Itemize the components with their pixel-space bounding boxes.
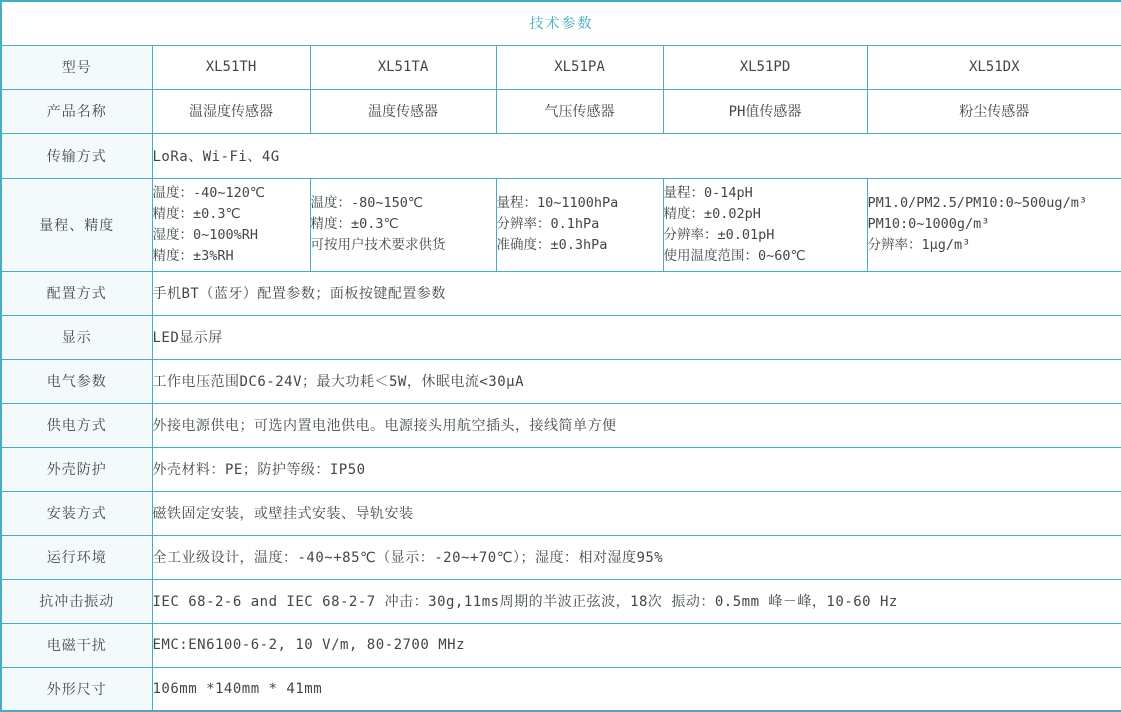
environment-value: 全工业级设计，温度：-40~+85℃（显示：-20~+70℃）；湿度：相对湿度95% — [152, 535, 1121, 579]
electrical-row — [1, 359, 1121, 403]
config-value: 手机BT（蓝牙）配置参数；面板按键配置参数 — [152, 271, 1121, 315]
mounting-row — [1, 491, 1121, 535]
spec-line: 准确度：±0.3hPa — [497, 235, 663, 256]
spec-line: 使用温度范围：0~60℃ — [664, 246, 867, 267]
emc-row — [1, 623, 1121, 667]
product-value: 温度传感器 — [310, 89, 496, 133]
row-label-product: 产品名称 — [1, 89, 152, 133]
spec-line: 精度：±0.3℃ — [311, 214, 496, 235]
transmission-row — [1, 133, 1121, 178]
range-value-xl51ta — [310, 178, 496, 271]
page-title: 技术参数 — [1, 1, 1121, 45]
electrical-value: 工作电压范围DC6-24V；最大功耗＜5W，休眠电流<30μA — [152, 359, 1121, 403]
model-value: XL51TH — [152, 45, 310, 89]
model-value: XL51DX — [867, 45, 1121, 89]
row-label-electrical: 电气参数 — [1, 359, 152, 403]
range-accuracy-row — [1, 178, 1121, 271]
row-label-dimensions: 外形尺寸 — [1, 667, 152, 711]
model-value: XL51PD — [663, 45, 867, 89]
dimensions-value: 106mm *140mm * 41mm — [152, 667, 1121, 711]
range-value-xl51dx — [867, 178, 1121, 271]
enclosure-row — [1, 447, 1121, 491]
spec-line: 分辨率：0.1hPa — [497, 214, 663, 235]
emc-value: EMC:EN6100-6-2, 10 V/m, 80-2700 MHz — [152, 623, 1121, 667]
product-value: 气压传感器 — [496, 89, 663, 133]
range-value-xl51pd — [663, 178, 867, 271]
spec-line: 精度：±3%RH — [153, 246, 310, 267]
transmission-value: LoRa、Wi-Fi、4G — [152, 133, 1121, 178]
row-label-enclosure: 外壳防护 — [1, 447, 152, 491]
product-value: PH值传感器 — [663, 89, 867, 133]
spec-line: PM10:0~1000g/m³ — [868, 214, 1121, 235]
spec-line: 精度：±0.3℃ — [153, 204, 310, 225]
row-label-emc: 电磁干扰 — [1, 623, 152, 667]
spec-line: 分辨率：±0.01pH — [664, 225, 867, 246]
display-row — [1, 315, 1121, 359]
dimensions-row — [1, 667, 1121, 711]
spec-line: 分辨率：1μg/m³ — [868, 235, 1121, 256]
display-value: LED显示屏 — [152, 315, 1121, 359]
spec-line: 温度：-40~120℃ — [153, 183, 310, 204]
enclosure-value: 外壳材料：PE；防护等级：IP50 — [152, 447, 1121, 491]
row-label-power: 供电方式 — [1, 403, 152, 447]
spec-line: 量程：0-14pH — [664, 183, 867, 204]
row-label-display: 显示 — [1, 315, 152, 359]
product-value: 粉尘传感器 — [867, 89, 1121, 133]
spec-line: 温度：-80~150℃ — [311, 193, 496, 214]
shock-row — [1, 579, 1121, 623]
environment-row — [1, 535, 1121, 579]
model-value: XL51TA — [310, 45, 496, 89]
row-label-config: 配置方式 — [1, 271, 152, 315]
mounting-value: 磁铁固定安装，或壁挂式安装、导轨安装 — [152, 491, 1121, 535]
row-label-environment: 运行环境 — [1, 535, 152, 579]
row-label-range: 量程、精度 — [1, 178, 152, 271]
spec-line: 量程：10~1100hPa — [497, 193, 663, 214]
spec-line: 可按用户技术要求供货 — [311, 235, 496, 256]
spec-line: PM1.0/PM2.5/PM10:0~500ug/m³ — [868, 193, 1121, 214]
range-value-xl51th — [152, 178, 310, 271]
power-value: 外接电源供电；可选内置电池供电。电源接头用航空插头，接线简单方便 — [152, 403, 1121, 447]
shock-value: IEC 68-2-6 and IEC 68-2-7 冲击：30g,11ms周期的半波正弦波，18次 振动：0.5mm 峰－峰，10-60 Hz — [152, 579, 1121, 623]
power-row — [1, 403, 1121, 447]
title-row — [1, 1, 1121, 45]
config-row — [1, 271, 1121, 315]
spec-line: 湿度：0~100%RH — [153, 225, 310, 246]
model-row — [1, 45, 1121, 89]
product-value: 温湿度传感器 — [152, 89, 310, 133]
row-label-mounting: 安装方式 — [1, 491, 152, 535]
row-label-model: 型号 — [1, 45, 152, 89]
row-label-transmission: 传输方式 — [1, 133, 152, 178]
model-value: XL51PA — [496, 45, 663, 89]
row-label-shock: 抗冲击振动 — [1, 579, 152, 623]
spec-line: 精度：±0.02pH — [664, 204, 867, 225]
product-row — [1, 89, 1121, 133]
range-value-xl51pa — [496, 178, 663, 271]
